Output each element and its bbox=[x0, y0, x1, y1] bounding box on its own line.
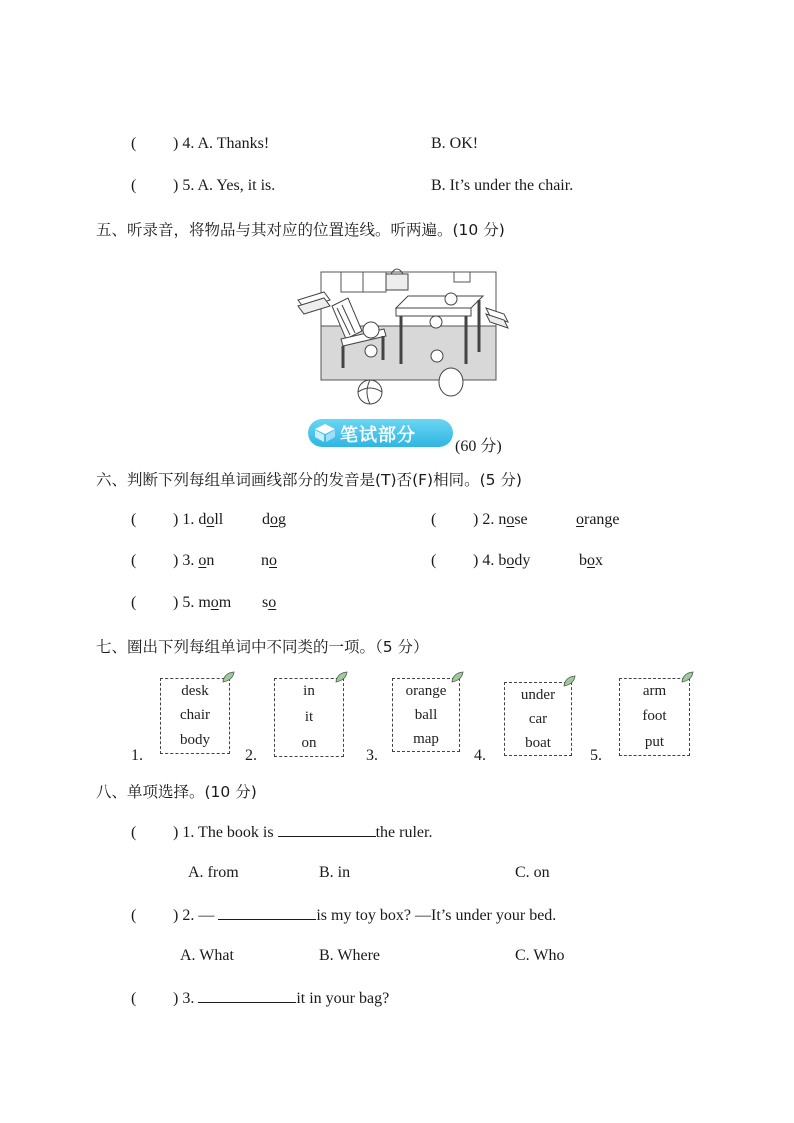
s8-q2-option-b[interactable]: B. Where bbox=[319, 947, 381, 964]
card-word[interactable]: in bbox=[303, 683, 315, 700]
s6-item-3-word-2: no bbox=[261, 552, 277, 569]
card-word[interactable]: chair bbox=[180, 707, 210, 724]
answer-paren[interactable]: ( bbox=[131, 135, 137, 152]
word-card-2[interactable] bbox=[274, 678, 344, 757]
s6-item-1 bbox=[131, 511, 223, 529]
answer-blank[interactable] bbox=[198, 988, 296, 1003]
answer-paren[interactable]: ( bbox=[131, 511, 137, 528]
question-4 bbox=[131, 135, 269, 153]
card-word[interactable]: foot bbox=[642, 708, 667, 725]
word-card-1[interactable] bbox=[160, 678, 230, 754]
section-8-title: 八、单项选择。(10 分) bbox=[96, 783, 257, 801]
card-word[interactable]: orange bbox=[405, 682, 447, 699]
answer-paren[interactable]: ( bbox=[431, 552, 437, 569]
card-word[interactable]: arm bbox=[642, 683, 667, 700]
answer-blank[interactable] bbox=[278, 822, 376, 837]
s8-q1-option-b[interactable]: B. in bbox=[319, 864, 351, 881]
question-5 bbox=[131, 177, 275, 195]
card-word[interactable]: under bbox=[520, 686, 556, 703]
section-5-title: 五、听录音，将物品与其对应的位置连线。听两遍。(10 分) bbox=[96, 221, 505, 239]
item-number: ) 5. bbox=[173, 594, 195, 611]
group-5-number: 5. bbox=[590, 747, 602, 764]
leaf-icon bbox=[335, 671, 349, 683]
s6-item-2-word-2: orange bbox=[576, 511, 620, 528]
leaf-icon bbox=[681, 671, 695, 683]
item-number: ) 1. bbox=[173, 511, 195, 528]
banner-score: (60 分) bbox=[455, 438, 502, 455]
leaf-icon bbox=[451, 671, 465, 683]
card-word[interactable]: ball bbox=[414, 706, 438, 723]
card-word[interactable]: boat bbox=[525, 734, 551, 751]
cube-icon bbox=[314, 423, 336, 443]
question-5-b: B. It’s under the chair. bbox=[431, 177, 574, 194]
word-1: body bbox=[498, 552, 531, 569]
card-word[interactable]: body bbox=[180, 732, 210, 749]
group-4-number: 4. bbox=[474, 747, 486, 764]
s6-item-5-word-2: so bbox=[262, 594, 277, 611]
answer-paren[interactable]: ( bbox=[131, 990, 137, 1007]
word-1: mom bbox=[198, 594, 232, 611]
item-number: ) 2. bbox=[473, 511, 495, 528]
s8-q1-option-c[interactable]: C. on bbox=[515, 864, 550, 881]
group-1-number: 1. bbox=[131, 747, 143, 764]
s6-item-4-word-2: box bbox=[579, 552, 603, 569]
item-number: ) 4. bbox=[473, 552, 495, 569]
answer-paren[interactable]: ( bbox=[131, 177, 137, 194]
s6-item-4 bbox=[431, 552, 530, 570]
question-4-a: ) 4. A. Thanks! bbox=[173, 135, 270, 152]
card-word[interactable]: on bbox=[301, 734, 317, 751]
answer-paren[interactable]: ( bbox=[131, 594, 137, 611]
item-number: ) 3. bbox=[173, 552, 195, 569]
s8-q1-option-a[interactable]: A. from bbox=[188, 864, 239, 881]
card-word[interactable]: desk bbox=[181, 682, 209, 699]
answer-paren[interactable]: ( bbox=[131, 552, 137, 569]
written-section-banner bbox=[308, 419, 453, 447]
word-card-3[interactable] bbox=[392, 678, 460, 752]
group-3-number: 3. bbox=[366, 747, 378, 764]
question-5-a: ) 5. A. Yes, it is. bbox=[173, 177, 276, 194]
card-word[interactable]: put bbox=[644, 733, 665, 750]
card-word[interactable]: it bbox=[304, 708, 314, 725]
word-card-5[interactable] bbox=[619, 678, 690, 756]
banner-label: 笔试部分 bbox=[340, 425, 416, 446]
answer-blank[interactable] bbox=[218, 905, 316, 920]
s6-item-2 bbox=[431, 511, 528, 529]
s6-item-1-word-2: dog bbox=[262, 511, 286, 528]
card-word[interactable]: map bbox=[413, 730, 439, 747]
s8-question-1: ( ) 1. The book is the ruler. bbox=[131, 824, 433, 841]
s8-q2-option-c[interactable]: C. Who bbox=[515, 947, 565, 964]
card-word[interactable]: car bbox=[528, 710, 548, 727]
word-1: on bbox=[198, 552, 215, 569]
room-illustration bbox=[296, 256, 512, 408]
s8-q2-option-a[interactable]: A. What bbox=[180, 947, 234, 964]
question-4-b: B. OK! bbox=[431, 135, 479, 152]
section-7-title: 七、圈出下列每组单词中不同类的一项。（5 分） bbox=[96, 638, 429, 656]
section-6-title: 六、判断下列每组单词画线部分的发音是(T)否(F)相同。(5 分) bbox=[96, 471, 522, 489]
s6-item-3 bbox=[131, 552, 214, 570]
answer-paren[interactable]: ( bbox=[131, 824, 137, 841]
word-card-4[interactable] bbox=[504, 682, 572, 756]
answer-paren[interactable]: ( bbox=[131, 907, 137, 924]
group-2-number: 2. bbox=[245, 747, 257, 764]
leaf-icon bbox=[563, 675, 577, 687]
s8-question-2: ( ) 2. — is my toy box? —It’s under your bed. bbox=[131, 907, 557, 924]
word-1: nose bbox=[498, 511, 528, 528]
answer-paren[interactable]: ( bbox=[431, 511, 437, 528]
s6-item-5 bbox=[131, 594, 231, 612]
leaf-icon bbox=[222, 671, 236, 683]
word-1: doll bbox=[198, 511, 224, 528]
s8-question-3: ( ) 3. it in your bag? bbox=[131, 990, 390, 1007]
